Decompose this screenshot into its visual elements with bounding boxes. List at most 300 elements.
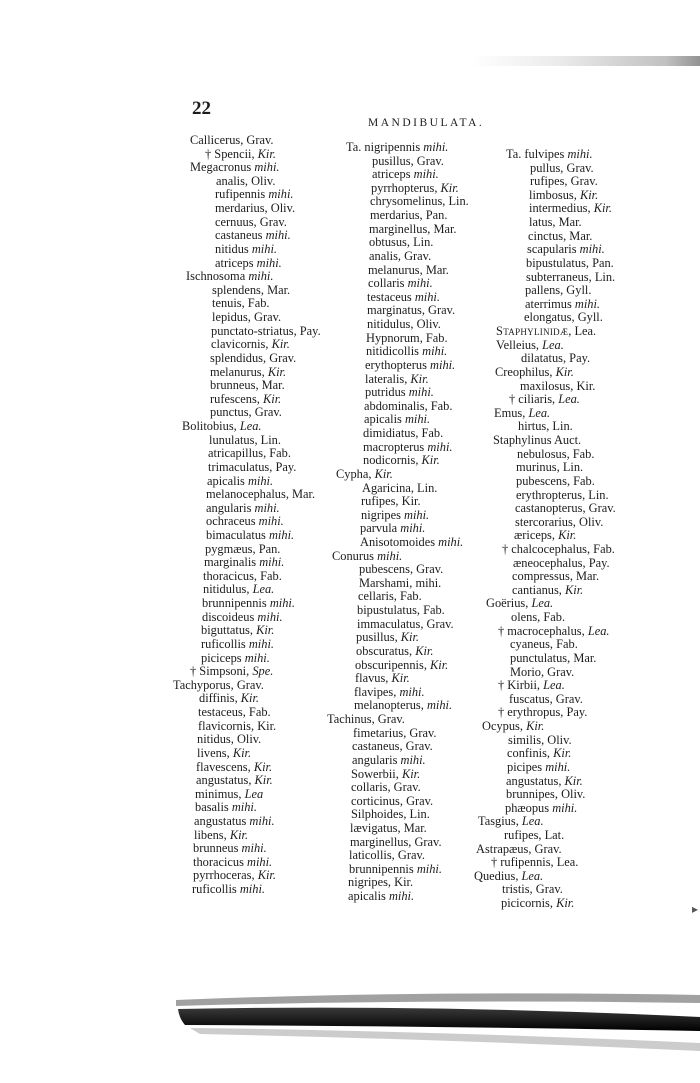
taxon-name: Ischnosoma	[186, 269, 246, 284]
taxon-name: brunneus	[210, 378, 256, 393]
author-text: , Fab.	[549, 637, 578, 652]
index-entry	[208, 447, 291, 460]
index-entry	[370, 209, 447, 222]
author-text: , Mar.	[567, 650, 597, 665]
taxon-name: picipes	[507, 759, 543, 774]
author-italic: mihi.	[427, 439, 453, 454]
author-italic: Kir.	[579, 187, 599, 202]
taxon-name: collaris	[368, 276, 405, 291]
author-italic: Kir.	[256, 623, 275, 638]
author-italic: mihi.	[259, 555, 285, 570]
taxon-name: Tachyporus	[173, 677, 231, 692]
index-entry	[509, 693, 583, 706]
taxon-name: rufescens	[210, 391, 257, 406]
author-text: ,	[234, 691, 241, 706]
author-text: , Oliv.	[554, 787, 586, 802]
index-entry	[215, 216, 287, 229]
author-text: , Lin.	[406, 235, 434, 250]
author-text: , Mar.	[419, 262, 449, 277]
author-text: , Grav.	[397, 248, 432, 263]
taxon-name: flavipes	[354, 684, 394, 699]
index-entry	[186, 270, 273, 283]
author-text: ,	[248, 773, 255, 788]
author-italic: Kir.	[415, 643, 434, 658]
taxon-name: immaculatus	[357, 616, 421, 631]
index-entry	[351, 781, 421, 794]
index-entry	[351, 808, 430, 821]
taxon-name: obscuratus	[356, 643, 409, 658]
taxon-name: flavescens	[196, 759, 248, 774]
author-text: , Fab.	[566, 473, 595, 488]
author-text: ,	[551, 528, 559, 543]
index-entry	[210, 393, 281, 406]
taxon-name: Velleius	[496, 337, 536, 352]
taxon-name: chrysomelinus	[370, 194, 443, 209]
taxon-name: obtusus	[369, 235, 407, 250]
taxon-name: stercorarius	[515, 514, 573, 529]
index-entry	[474, 870, 543, 883]
author-italic: Kir.	[267, 364, 287, 379]
author-italic: mihi.	[265, 228, 291, 243]
author-text: , Grav.	[247, 310, 282, 325]
taxon-name: abdominalis	[364, 398, 425, 413]
index-entry	[212, 297, 270, 310]
author-italic: mihi.	[241, 841, 267, 856]
taxon-name: piciceps	[201, 650, 242, 665]
author-text: ,	[249, 623, 257, 638]
author-italic: Kir.	[240, 691, 260, 706]
author-text: , Grav.	[560, 160, 594, 175]
taxon-name: cyaneus	[510, 637, 550, 652]
index-entry	[208, 461, 296, 474]
index-entry	[529, 216, 582, 229]
author-italic: mihi.	[388, 889, 415, 904]
taxon-name: Creophilus	[495, 364, 550, 379]
taxon-name: compressus	[512, 569, 570, 584]
taxon-name: hirtus	[518, 419, 547, 434]
author-italic: Lea.	[558, 392, 580, 407]
author-italic: Lea.	[521, 868, 544, 883]
author-text: , Oliv.	[264, 201, 296, 216]
author-text: ,	[515, 814, 522, 829]
author-text: , Grav.	[399, 793, 434, 808]
taxon-name: nitidus	[215, 241, 249, 256]
index-entry	[352, 754, 426, 767]
taxon-name: nodicornis	[363, 453, 416, 468]
author-text: , Pan.	[585, 255, 614, 270]
index-entry	[198, 720, 276, 733]
author-text: ,	[261, 364, 268, 379]
taxon-name: Agaricina	[362, 480, 411, 495]
index-entry	[363, 454, 440, 467]
index-entry	[496, 339, 564, 352]
author-text: , Lin.	[254, 432, 281, 447]
index-entry	[199, 692, 259, 705]
author-text: , Mar.	[427, 221, 457, 236]
index-entry	[502, 543, 615, 556]
taxon-name: bimaculatus	[206, 527, 266, 542]
author-italic: Lea.	[239, 419, 262, 434]
index-entry	[366, 332, 448, 345]
taxon-name: similis	[508, 732, 542, 747]
author-italic: Lea.	[531, 596, 554, 611]
author-text: ,	[552, 392, 559, 407]
index-entry	[196, 761, 272, 774]
taxon-name: punctato-striatus	[211, 323, 294, 338]
taxon-name: Tasgius	[478, 814, 516, 829]
index-entry	[216, 175, 275, 188]
index-entry	[527, 243, 605, 256]
index-entry	[507, 761, 570, 774]
author-text: , Fab.	[586, 541, 615, 556]
author-italic: mihi.	[269, 596, 295, 611]
author-text: ,	[515, 868, 522, 883]
index-entry	[514, 529, 576, 542]
taxon-name: atriceps	[215, 255, 254, 270]
index-entry	[362, 482, 437, 495]
index-entry	[215, 229, 291, 242]
index-entry	[215, 188, 294, 201]
author-text: ,	[394, 630, 401, 645]
index-entry	[357, 604, 445, 617]
taxon-name: Megacronus	[190, 160, 252, 175]
author-text: , Grav.	[248, 405, 282, 420]
index-entry	[203, 583, 274, 596]
dagger-mark: †	[509, 392, 519, 407]
taxon-name: ruficollis	[201, 636, 246, 651]
author-text: , Grav.	[408, 834, 442, 849]
author-text: , Grav.	[263, 350, 297, 365]
index-entry	[525, 284, 591, 297]
author-text: , Mar.	[285, 487, 316, 502]
index-entry	[357, 618, 454, 631]
index-entry	[365, 359, 455, 372]
taxon-name: tenuis	[212, 296, 242, 311]
author-text: , Lat.	[538, 828, 565, 842]
index-entry	[505, 802, 577, 815]
index-entry	[365, 373, 429, 386]
author-text: ,	[549, 896, 557, 911]
taxon-name: Astrapæus	[476, 841, 529, 856]
author-text: , Lin.	[442, 194, 469, 209]
index-entry	[368, 277, 433, 290]
author-italic: mihi.	[249, 814, 275, 828]
taxon-name: maxilosus	[520, 378, 571, 393]
taxon-name: Ocypus	[482, 719, 520, 734]
index-entry	[206, 502, 280, 515]
index-entry	[529, 189, 598, 202]
taxon-name: punctulatus	[510, 650, 568, 665]
taxon-name: pusillus	[356, 630, 395, 645]
index-entry	[359, 563, 443, 576]
author-italic: Lea.	[543, 678, 565, 693]
taxon-name: murinus	[516, 460, 557, 475]
index-entry	[195, 788, 263, 801]
taxon-name: Emus	[494, 405, 523, 420]
index-entry	[210, 406, 282, 419]
author-text: ,	[368, 466, 375, 481]
index-entry	[368, 264, 449, 277]
author-text: , Pay.	[293, 323, 321, 338]
index-entry	[210, 352, 296, 365]
taxon-name: melanurus	[368, 262, 420, 277]
index-entry	[524, 311, 603, 324]
index-entry	[348, 876, 413, 889]
taxon-name: angularis	[206, 500, 252, 515]
author-text: , Kir.	[251, 718, 277, 733]
author-italic: Kir.	[401, 766, 421, 781]
index-entry	[211, 325, 321, 338]
taxon-name: Callicerus	[190, 133, 241, 147]
author-text: , Fab.	[263, 446, 291, 461]
taxon-name: Spencii	[214, 146, 252, 161]
author-italic: mihi.	[244, 650, 270, 665]
index-entry	[510, 638, 578, 651]
index-entry	[516, 489, 609, 502]
taxon-name: picicornis	[501, 896, 550, 911]
taxon-name: Kirbii	[507, 678, 537, 693]
author-text: , Fab.	[241, 296, 270, 311]
index-entry	[361, 509, 429, 522]
taxon-name: tristis	[502, 882, 530, 897]
index-entry	[195, 801, 257, 814]
author-text: , Oliv.	[541, 732, 572, 747]
author-italic: mihi.	[404, 412, 431, 427]
author-italic: mihi.	[423, 140, 449, 154]
taxon-name: obscuripennis	[355, 657, 424, 672]
taxon-name: nitidulus	[367, 317, 411, 332]
index-entry	[513, 557, 610, 570]
author-text: , Grav.	[240, 133, 274, 147]
author-text: ,	[587, 201, 594, 216]
index-entry	[356, 631, 419, 644]
index-entry	[363, 427, 443, 440]
taxon-name: merdarius	[370, 208, 420, 223]
author-text: ,	[558, 773, 565, 788]
taxon-name: apicalis	[207, 473, 245, 488]
index-entry	[206, 529, 294, 542]
index-entry	[511, 611, 565, 624]
index-entry	[493, 434, 581, 447]
author-text: , Mar.	[563, 228, 593, 243]
taxon-name: Conurus	[332, 548, 374, 563]
author-italic: Kir.	[257, 146, 276, 161]
author-text: , Mar.	[255, 378, 285, 393]
taxon-name: bipustulatus	[357, 603, 417, 618]
author-italic: Kir.	[257, 868, 276, 883]
taxon-name: Anisotomoides	[360, 534, 436, 549]
index-entry	[182, 420, 262, 433]
author-text: , Grav.	[529, 882, 563, 897]
index-entry	[351, 768, 420, 781]
taxon-name: apicalis	[348, 889, 386, 904]
author-text: ,	[415, 453, 422, 468]
author-text: ,	[546, 746, 554, 761]
taxon-name: phæopus	[505, 800, 550, 815]
author-italic: mihi.	[579, 242, 605, 257]
index-entry	[204, 556, 284, 569]
taxon-name: pubescens	[359, 562, 410, 577]
taxon-name: lateralis	[365, 371, 405, 386]
author-text: ,	[246, 582, 253, 597]
taxon-name: Tachinus	[327, 712, 372, 727]
taxon-name: collaris	[351, 780, 388, 795]
taxon-name: rufipes	[530, 174, 565, 189]
index-entry	[530, 162, 594, 175]
author-italic: mihi.	[407, 276, 433, 291]
index-entry	[507, 747, 571, 760]
taxon-name: Staphylinus	[493, 433, 552, 448]
author-text: ,	[226, 745, 233, 760]
author-italic: Spe.	[252, 664, 274, 679]
taxon-name: pusillus	[372, 153, 411, 168]
index-entry	[201, 624, 274, 637]
author-italic: Kir.	[555, 364, 574, 379]
author-text: , Oliv.	[244, 173, 276, 188]
author-italic: Kir.	[391, 671, 410, 686]
author-text: , Grav.	[421, 303, 456, 318]
author-text: ,	[233, 419, 240, 434]
author-italic: mihi.	[552, 800, 578, 815]
index-entry	[203, 570, 282, 583]
taxon-name: cantianus	[512, 582, 559, 597]
index-entry	[518, 420, 573, 433]
author-italic: mihi.	[254, 500, 280, 515]
taxon-name: Morio	[510, 664, 541, 679]
taxon-name: marginatus	[367, 303, 422, 318]
margin-mark: ▸	[691, 902, 698, 916]
taxon-name: rufipennis	[500, 855, 551, 870]
index-entry	[353, 727, 437, 740]
page-number: 22	[192, 98, 211, 119]
taxon-name: discoideus	[202, 609, 255, 624]
taxon-name: atricapillus	[208, 446, 264, 461]
author-text: , Mar.	[260, 282, 291, 297]
index-entry	[528, 230, 592, 243]
index-entry	[482, 720, 544, 733]
taxon-name: chalcocephalus	[511, 541, 587, 556]
index-entry	[512, 584, 583, 597]
author-italic: mihi.	[251, 241, 277, 256]
taxon-name: parvula	[360, 521, 398, 536]
index-entry	[504, 829, 564, 842]
author-italic: Kir.	[271, 337, 290, 352]
author-text: ,	[558, 582, 565, 597]
author-text: ,	[393, 684, 400, 699]
author-text: , Gyll.	[560, 283, 592, 298]
index-entry	[363, 441, 453, 454]
taxon-name: subterraneus	[526, 269, 589, 284]
taxon-name: Hypnorum	[366, 330, 420, 345]
author-text: , Grav.	[253, 214, 287, 229]
taxon-name: marginalis	[204, 555, 257, 570]
taxon-name: erythopterus	[365, 357, 427, 372]
author-text: ,	[395, 766, 402, 781]
index-entry	[360, 536, 463, 549]
taxon-name: erythropterus	[516, 487, 583, 502]
taxon-name: pallens	[525, 283, 561, 298]
index-entry	[496, 325, 596, 338]
taxon-name: erythropus	[507, 705, 561, 720]
taxon-name: thoracicus	[193, 854, 244, 869]
author-text: ,	[238, 786, 245, 801]
author-italic: Kir.	[229, 827, 249, 842]
taxon-name: Staphylinidæ	[496, 324, 569, 339]
index-entry	[367, 291, 440, 304]
author-text: , Kir.	[570, 378, 596, 393]
index-entry	[370, 195, 469, 208]
author-text: , mihi.	[409, 575, 442, 590]
dagger-mark: †	[498, 623, 508, 638]
index-entry	[498, 625, 610, 638]
author-italic: Kir.	[263, 391, 282, 406]
author-text: , Grav.	[540, 664, 575, 679]
taxon-name: brunneus	[193, 841, 239, 856]
index-entry	[354, 686, 425, 699]
genus-abbrev: Ta.	[506, 147, 525, 161]
taxon-name: cinctus	[528, 228, 564, 243]
author-text: ,	[581, 623, 588, 638]
author-italic: mihi.	[256, 255, 282, 270]
taxon-name: Marshami	[359, 575, 410, 590]
author-text: , Lea.	[550, 855, 579, 870]
taxon-name: castanopterus	[515, 501, 583, 516]
index-entry	[501, 897, 574, 910]
author-text: ,	[536, 678, 544, 693]
author-text: , Fab.	[566, 446, 595, 461]
author-text: , Pan.	[252, 541, 281, 556]
taxon-name: analis	[369, 248, 398, 263]
author-text: , Pay.	[560, 705, 588, 720]
taxon-name: pullus	[530, 160, 561, 175]
taxon-name: rufipes	[361, 494, 396, 509]
author-text: ,	[549, 364, 556, 379]
index-entry	[530, 175, 598, 188]
author-text: , Gyll.	[571, 310, 603, 325]
index-entry	[521, 352, 590, 365]
taxon-name: analis	[216, 173, 245, 188]
author-italic: mihi.	[268, 187, 294, 202]
top-edge-shadow	[470, 56, 700, 66]
index-entry	[517, 448, 594, 461]
author-text: , Grav.	[582, 501, 616, 516]
index-entry	[355, 659, 448, 672]
author-text: , Fab.	[424, 398, 453, 413]
index-entry	[201, 638, 274, 651]
author-text: , Grav.	[230, 677, 264, 692]
taxon-name: cellaris	[358, 589, 394, 604]
taxon-name: limbosus	[529, 187, 574, 202]
author-italic: mihi.	[399, 684, 425, 699]
taxon-name: testaceus	[198, 705, 243, 720]
taxon-name: olens	[511, 610, 538, 625]
index-entry	[350, 822, 427, 835]
author-italic: Kir.	[430, 657, 449, 672]
taxon-name: castaneus	[352, 739, 400, 754]
taxon-name: melanurus	[210, 364, 262, 379]
taxon-name: Bolitobius	[182, 419, 234, 434]
taxon-name: fulvipes	[524, 147, 565, 161]
author-text: , Lin.	[556, 460, 584, 475]
author-text: , Lin.	[410, 480, 438, 495]
author-text: , Grav.	[420, 616, 454, 631]
taxon-name: nebulosus	[517, 446, 567, 461]
author-italic: mihi.	[413, 167, 439, 182]
index-entry	[190, 665, 273, 678]
author-text: , Fab.	[416, 603, 445, 618]
taxon-name: cernuus	[215, 214, 254, 229]
index-entry	[215, 257, 282, 270]
